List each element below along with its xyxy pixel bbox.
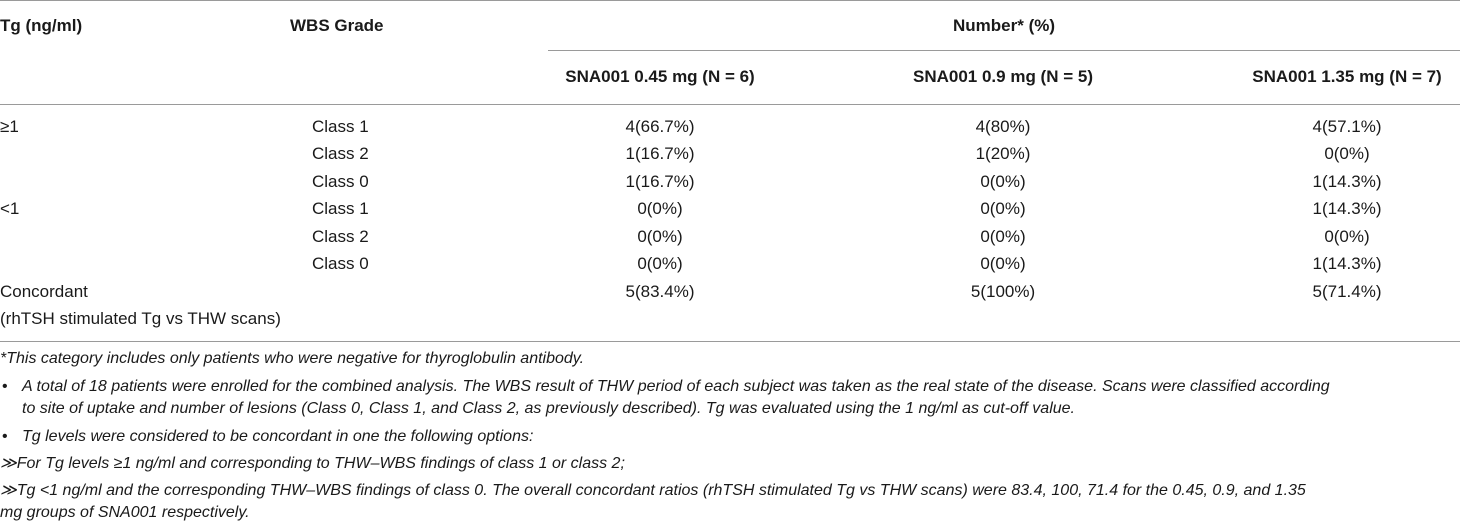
footnote-sub-2-line-2: mg groups of SNA001 respectively. — [0, 504, 250, 521]
row-value-1: 4(66.7%) — [625, 117, 695, 136]
header-number: Number* (%) — [952, 16, 1056, 35]
header-rule — [0, 104, 1460, 105]
footnote-bullet-1 — [0, 376, 1460, 420]
footnote-bullet-1-line-2: to site of uptake and number of lesions (Class 0, Class 1, and Class 2, as previously described). Tg was evaluated using the 1 ng/ml as cut-off value. — [22, 400, 1075, 417]
header-tg: Tg (ng/ml) — [0, 16, 83, 35]
concordant-value-2: 5(100%) — [970, 282, 1036, 301]
row-value-3: 0(0%) — [1324, 227, 1370, 246]
row-value-3: 1(14.3%) — [1312, 199, 1382, 218]
row-value-1: 1(16.7%) — [625, 144, 695, 163]
footnote-bullet-1-line-1: A total of 18 patients were enrolled for the combined analysis. The WBS result of THW period of each subject was taken as the real state of the disease. Scans were classified according — [22, 378, 1330, 395]
row-grade: Class 2 — [312, 227, 369, 246]
row-grade: Class 0 — [312, 254, 369, 273]
row-value-3: 1(14.3%) — [1312, 172, 1382, 191]
concordant-sublabel: (rhTSH stimulated Tg vs THW scans) — [0, 309, 281, 328]
row-value-2: 4(80%) — [975, 117, 1031, 136]
header-group-2: SNA001 0.9 mg (N = 5) — [913, 67, 1093, 86]
footnote-sub-2-line-1: ≫Tg <1 ng/ml and the corresponding THW–WBS findings of class 0. The overall concordant ratios (rhTSH stimulated Tg vs THW scans) were 83.4, 100, 71.4 for the 0.45, 0.9, and 1.35 — [0, 482, 1306, 499]
footnote-sub-2 — [0, 480, 1460, 524]
footnote-star: *This category includes only patients who were negative for thyroglobulin antibody. — [0, 350, 585, 367]
header-group-3: SNA001 1.35 mg (N = 7) — [1252, 67, 1442, 86]
row-grade: Class 2 — [312, 144, 369, 163]
row-grade: Class 1 — [312, 199, 369, 218]
footnote-bullet-2 — [0, 426, 1460, 448]
row-value-3: 0(0%) — [1324, 144, 1370, 163]
row-value-1: 0(0%) — [637, 199, 683, 218]
row-value-1: 1(16.7%) — [625, 172, 695, 191]
header-group-1: SNA001 0.45 mg (N = 6) — [565, 67, 755, 86]
concordant-label: Concordant — [0, 282, 88, 301]
footnote-sub-1: ≫For Tg levels ≥1 ng/ml and corresponding to THW–WBS findings of class 1 or class 2; — [0, 455, 625, 472]
row-grade: Class 0 — [312, 172, 369, 191]
row-grade: Class 1 — [312, 117, 369, 136]
top-rule — [0, 0, 1460, 1]
footnote-bullet-2-text: Tg levels were considered to be concordant in one the following options: — [22, 428, 534, 445]
concordant-value-3: 5(71.4%) — [1312, 282, 1382, 301]
row-value-2: 0(0%) — [980, 227, 1026, 246]
row-value-2: 0(0%) — [980, 199, 1026, 218]
bullet-icon: • — [2, 428, 8, 445]
row-tg: ≥1 — [0, 117, 19, 136]
row-value-2: 0(0%) — [980, 172, 1026, 191]
row-tg: <1 — [0, 199, 20, 218]
row-value-3: 1(14.3%) — [1312, 254, 1382, 273]
bullet-icon: • — [2, 378, 8, 395]
row-value-3: 4(57.1%) — [1312, 117, 1382, 136]
header-wbs-grade: WBS Grade — [290, 16, 384, 35]
row-value-1: 0(0%) — [637, 254, 683, 273]
footnotes — [0, 348, 1460, 524]
concordant-value-1: 5(83.4%) — [625, 282, 695, 301]
row-value-2: 0(0%) — [980, 254, 1026, 273]
row-value-1: 0(0%) — [637, 227, 683, 246]
bottom-rule — [0, 341, 1460, 342]
row-value-2: 1(20%) — [975, 144, 1031, 163]
group-rule — [548, 50, 1460, 51]
